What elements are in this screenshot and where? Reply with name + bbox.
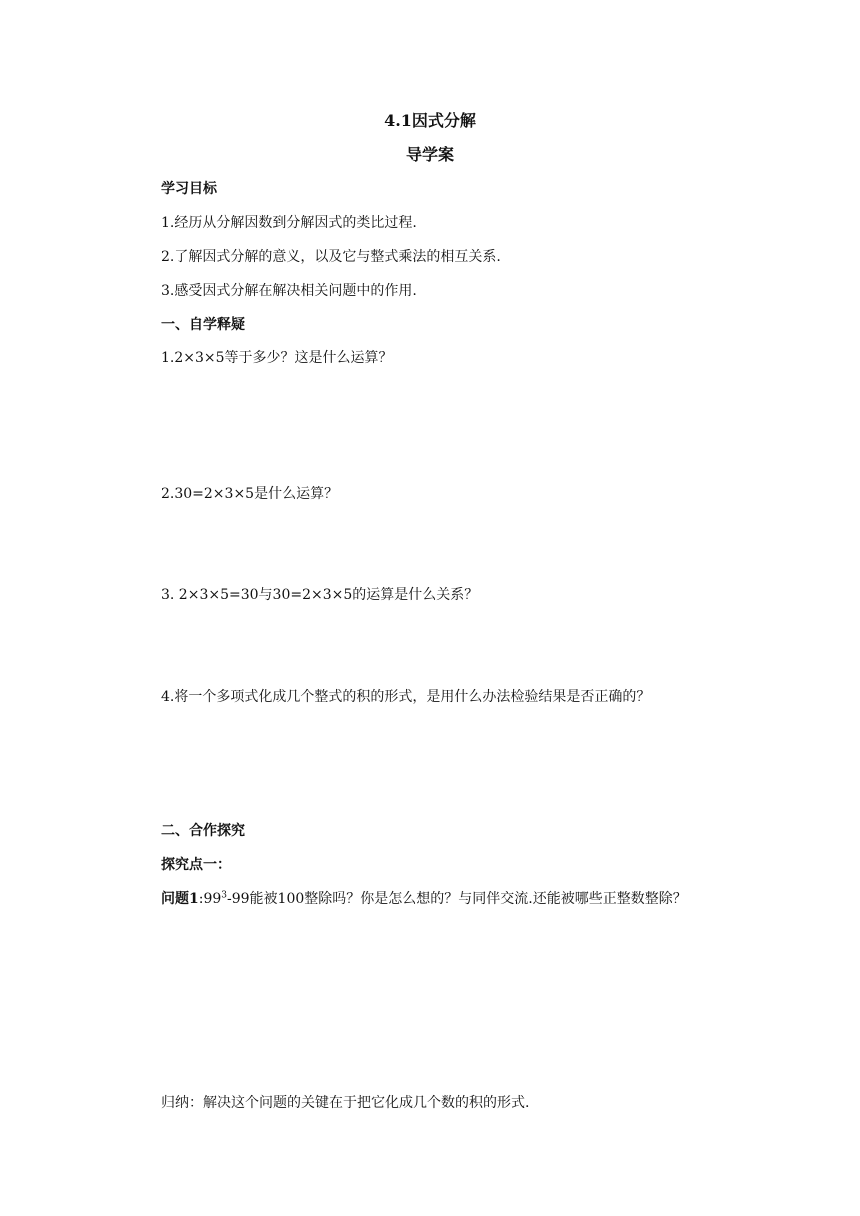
objectives-heading: 学习目标 xyxy=(161,181,217,197)
section1-heading: 一、自学释疑 xyxy=(161,317,245,333)
question-3: 3. 2×3×5=30与30=2×3×5的运算是什么关系？ xyxy=(161,587,479,603)
problem-1-text-a: :99 xyxy=(198,891,222,907)
objective-item-1: 1.经历从分解因数到分解因式的类比过程. xyxy=(161,215,417,231)
document-subtitle: 导学案 xyxy=(405,145,454,164)
problem-1-exponent: 3 xyxy=(221,890,228,901)
objective-item-3: 3.感受因式分解在解决相关问题中的作用. xyxy=(161,283,417,299)
problem-1 xyxy=(161,889,687,909)
exploration-point-heading: 探究点一： xyxy=(161,857,231,873)
problem-1-text-b: -99能被100整除吗？你是怎么想的？与同伴交流.还能被哪些正整数整除？ xyxy=(227,891,687,907)
objective-item-2: 2.了解因式分解的意义，以及它与整式乘法的相互关系. xyxy=(161,249,501,265)
question-4: 4.将一个多项式化成几个整式的积的形式，是用什么办法检验结果是否正确的？ xyxy=(161,689,651,705)
question-2: 2.30=2×3×5是什么运算？ xyxy=(161,486,339,502)
summary-text: 归纳：解决这个问题的关键在于把它化成几个数的积的形式. xyxy=(161,1095,530,1111)
question-1: 1.2×3×5等于多少？这是什么运算？ xyxy=(161,350,393,366)
document-title: 4.1因式分解 xyxy=(384,111,476,130)
problem-1-label: 问题1 xyxy=(161,891,199,907)
section2-heading: 二、合作探究 xyxy=(161,823,245,839)
